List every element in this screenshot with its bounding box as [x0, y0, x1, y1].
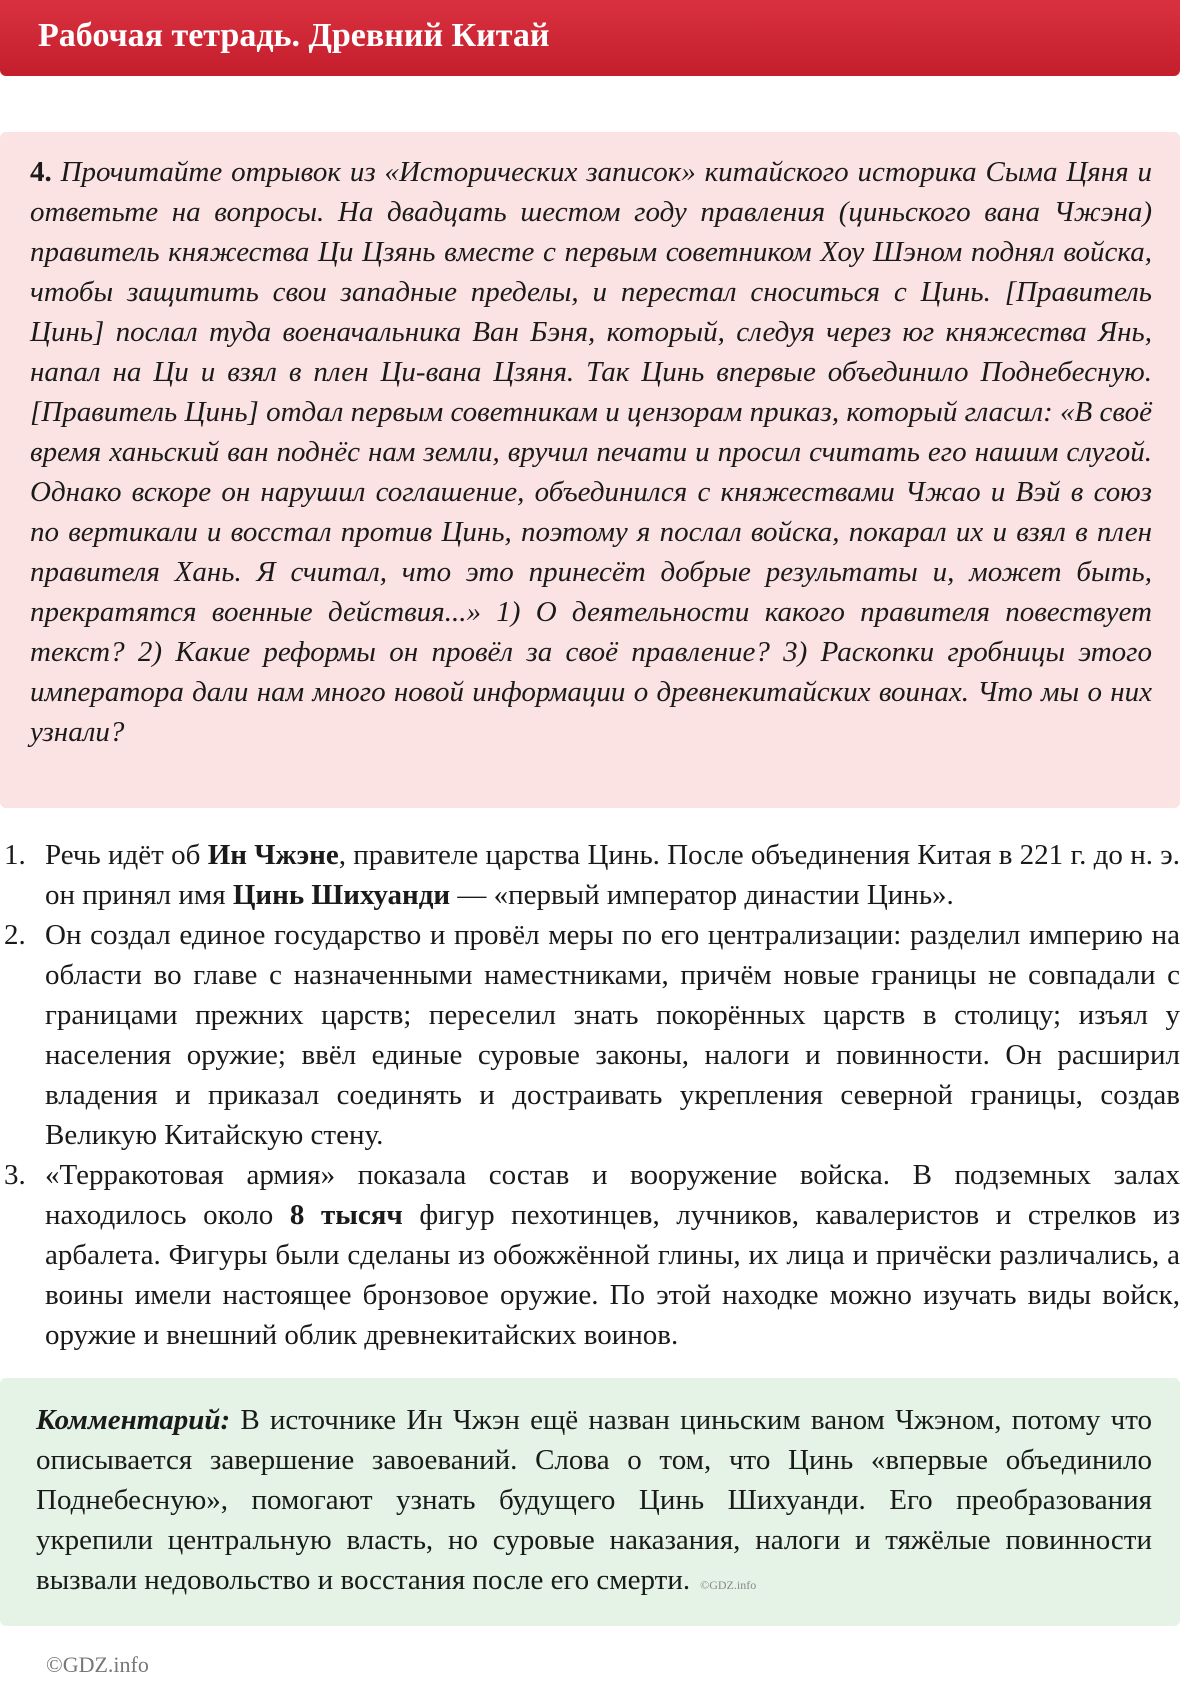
answer-text-part: , правителе царства Цинь. После объединения Китая в 221 г. до н. э. он принял имя	[45, 839, 1180, 911]
answers-list	[0, 835, 1180, 1355]
answer-text	[45, 835, 1180, 915]
comment-box	[0, 1378, 1180, 1626]
answer-item-3	[0, 1155, 1180, 1355]
comment-text	[36, 1400, 1152, 1605]
answer-emphasis: Ин Чжэне	[207, 839, 339, 871]
comment-watermark: ©GDZ.info	[700, 1578, 757, 1592]
footer-watermark: ©GDZ.info	[46, 1652, 149, 1677]
answer-number: 2.	[4, 919, 26, 951]
answer-item-1	[0, 835, 1180, 915]
answer-number: 1.	[4, 839, 26, 871]
comment-body: В источнике Ин Чжэн ещё назван циньским ваном Чжэном, потому что описывается завершение завоеваний. Слова о том, что Цинь «впервые объединило Поднебесную», помогают узнать будущего Цинь Шихуанди. Его преобразования укрепили центральную власть, но суровые наказания, налоги и тяжёлые повинности вызвали недовольство и восстания после его смерти.	[36, 1404, 1152, 1596]
answer-emphasis: Цинь Шихуанди	[232, 879, 451, 911]
task-number: 4.	[30, 156, 52, 188]
page-title: Рабочая тетрадь. Древний Китай	[38, 17, 550, 54]
task-box	[0, 132, 1180, 808]
task-text	[30, 152, 1152, 752]
answer-text-part: Речь идёт об	[45, 839, 208, 871]
answer-item-2	[0, 915, 1180, 1155]
answer-text-part: — «первый император династии Цинь».	[450, 879, 954, 911]
answer-emphasis: 8 тысяч	[289, 1199, 403, 1231]
task-body: Прочитайте отрывок из «Исторических записок» китайского историка Сыма Цяня и ответьте на вопросы. На двадцать шестом году правления (циньского вана Чжэна) правитель княжества Ци Цзянь вместе с первым советником Хоу Шэном поднял войска, чтобы защитить свои западные пределы, и перестал сноситься с Цинь. [Правитель Цинь] послал туда военачальника Ван Бэня, который, следуя через юг княжества Янь, напал на Ци и взял в плен Ци-вана Цзяня. Так Цинь впервые объединило Поднебесную. [Правитель Цинь] отдал первым советникам и цензорам приказ, который гласил: «В своё время ханьский ван поднёс нам земли, вручил печати и просил считать его нашим слугой. Однако вскоре он нарушил соглашение, объединился с княжествами Чжао и Вэй в союз по вертикали и восстал против Цинь, поэтому я послал войска, покарал их и взял в плен правителя Хань. Я считал, что это принесёт добрые результаты и, может быть, прекратятся военные действия...» 1) О деятельности какого правителя повествует текст? 2) Какие реформы он провёл за своё правление? 3) Раскопки гробницы этого императора дали нам много новой информации о древнекитайских воинах. Что мы о них узнали?	[30, 156, 1152, 748]
header-banner	[0, 0, 1180, 76]
answer-text: Он создал единое государство и провёл меры по его централизации: разделил империю на области во главе с назначенными наместниками, причём новые границы не совпадали с границами прежних царств; переселил знать покорённых царств в столицу; изъял у населения оружие; ввёл единые суровые законы, налоги и повинности. Он расширил владения и приказал соединять и достраивать укрепления северной границы, создав Великую Китайскую стену.	[45, 919, 1180, 1151]
answer-number: 3.	[4, 1159, 26, 1191]
answer-text	[45, 1155, 1180, 1355]
answer-text-part: «Терракотовая армия» показала состав и вооружение войска. В подземных залах находилось около	[45, 1159, 1180, 1231]
comment-label: Комментарий:	[36, 1404, 231, 1436]
answer-text-part: фигур пехотинцев, лучников, кавалеристов и стрелков из арбалета. Фигуры были сделаны из обожжённой глины, их лица и причёски различались, а воины имели настоящее бронзовое оружие. По этой находке можно изучать виды войск, оружие и внешний облик древнекитайских воинов.	[45, 1199, 1180, 1351]
